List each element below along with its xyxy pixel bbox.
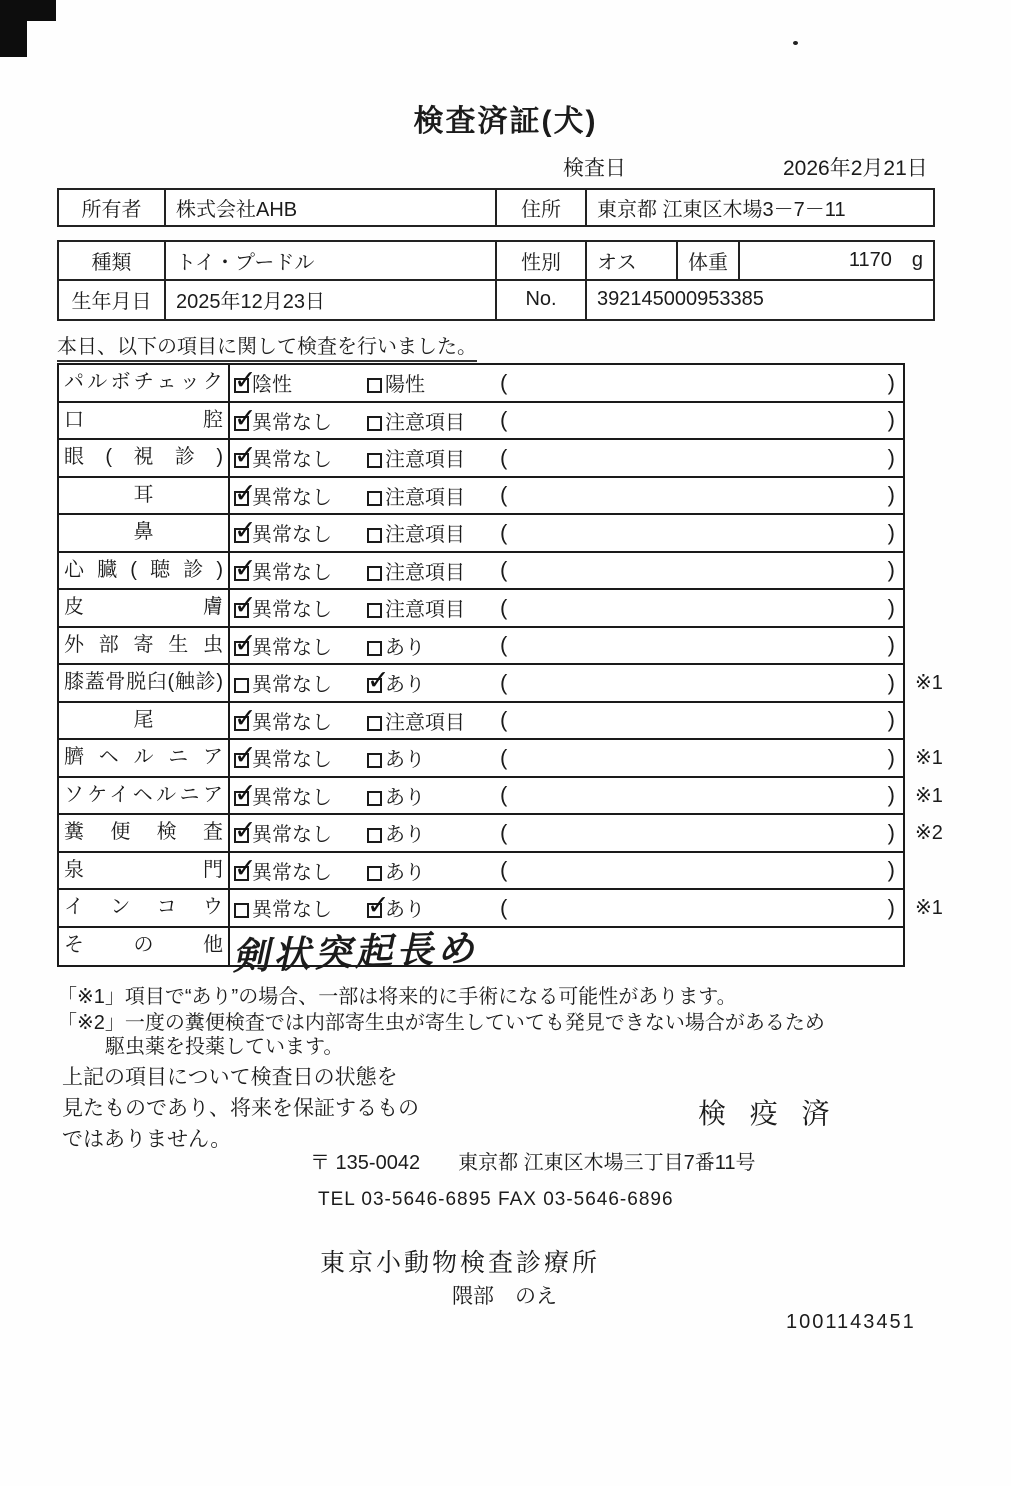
open-paren-glyph: ( [500,444,508,470]
clinic-address-line [310,1146,756,1175]
veterinarian-name: 隈部 のえ [452,1285,557,1308]
checkbox-icon [234,603,249,618]
row-body [230,628,903,664]
option-2 [367,368,500,397]
checkbox-icon [234,753,249,768]
inspection-date-value: 2026年2月21日 [783,157,928,180]
weight-unit: g [911,248,923,271]
open-paren-glyph: ( [500,857,508,883]
close-paren-glyph: ) [887,594,895,620]
row-body [230,815,903,851]
table-row [59,628,903,666]
close-paren-glyph: ) [887,519,895,545]
option-2-label: 注意項目 [385,486,465,509]
row-options [230,553,903,589]
option-2 [367,631,500,660]
row-options [230,778,903,814]
option-1-label: 異常なし [252,599,332,622]
table-row [59,815,943,853]
row-body [230,927,903,977]
checkbox-icon [234,866,249,881]
sex-label: 性別 [497,242,587,279]
option-1 [234,893,367,922]
checkbox-icon [367,828,382,843]
open-paren-glyph: ( [500,782,508,808]
clinic-tel-fax: TEL 03-5646-6895 FAX 03-5646-6896 [318,1189,674,1210]
option-2 [367,668,500,697]
table-row [59,927,903,977]
row-body [230,778,903,814]
option-1-label: 異常なし [252,524,332,547]
table-row [59,478,903,516]
option-2-label: あり [385,786,425,809]
row-body [230,853,903,889]
open-paren-glyph: ( [500,819,508,845]
checkbox-icon [234,491,249,506]
row-options [230,665,903,701]
row-options [230,628,903,664]
inspection-table-body [59,365,943,977]
open-paren-glyph: ( [500,482,508,508]
open-paren-glyph: ( [500,407,508,433]
open-paren-glyph: ( [500,669,508,695]
option-2 [367,556,500,585]
no-value: 392145000953385 [597,288,764,311]
result-parens [500,482,903,508]
checkbox-icon [367,753,382,768]
checkbox-icon [367,716,382,731]
disclaimer-line-1: 上記の項目について検査日の状態を [62,1066,398,1089]
row-note: ※1 [915,784,943,807]
checkbox-icon [367,491,382,506]
option-2-label: あり [385,674,425,697]
option-1 [234,481,367,510]
checkbox-icon [234,828,249,843]
result-parens [500,632,903,658]
option-1 [234,556,367,585]
table-row [59,553,903,591]
checkbox-icon [234,641,249,656]
item-label: 耳 [59,478,230,514]
option-1-label: 異常なし [252,861,332,884]
option-2-label: 注意項目 [385,449,465,472]
row-options [230,365,903,401]
checkbox-icon [367,641,382,656]
disclaimer-line-3: ではありません。 [62,1128,232,1151]
table-row [59,515,903,553]
checkbox-icon [234,566,249,581]
option-2 [367,706,500,735]
item-label: パルボチェック [59,365,230,401]
row-body [230,703,903,739]
result-parens [500,857,903,883]
clinic-address: 東京都 江東区木場三丁目7番11号 [458,1152,756,1174]
option-1 [234,668,367,697]
checkbox-icon [234,453,249,468]
checkbox-icon [234,791,249,806]
scan-corner-artifact [0,0,27,57]
option-2-label: あり [385,899,425,922]
checkbox-icon [367,866,382,881]
result-parens [500,407,903,433]
breed-label: 種類 [59,242,166,279]
open-paren-glyph: ( [500,744,508,770]
row-body [230,590,903,626]
option-2-label: あり [385,861,425,884]
row-body [230,515,903,551]
option-2-label: 注意項目 [385,561,465,584]
close-paren-glyph: ) [887,444,895,470]
option-2 [367,406,500,435]
result-parens [500,820,903,846]
open-paren-glyph: ( [500,632,508,658]
item-label: 口腔 [59,403,230,439]
option-1 [234,593,367,622]
row-body [230,553,903,589]
close-paren-glyph: ) [887,894,895,920]
option-2 [367,593,500,622]
open-paren-glyph: ( [500,369,508,395]
weight-value: 1170 [848,248,892,271]
row-options [230,478,903,514]
option-1 [234,706,367,735]
item-label: その他 [59,928,230,966]
option-2 [367,893,500,922]
table-row [59,365,903,403]
option-2-label: あり [385,749,425,772]
result-parens [500,707,903,733]
checkbox-icon [234,903,249,918]
checkbox-icon [367,528,382,543]
option-1 [234,856,367,885]
option-1-label: 異常なし [252,899,332,922]
checkbox-icon [234,416,249,431]
option-2-label: 注意項目 [385,599,465,622]
address-label: 住所 [497,190,587,225]
option-1 [234,518,367,547]
table-row [59,890,943,928]
option-1 [234,743,367,772]
option-2 [367,781,500,810]
pet-table [57,240,935,321]
sex-value: オス [587,242,678,279]
option-1 [234,368,367,397]
option-2 [367,743,500,772]
clinic-postal-code: 〒 135-0042 [310,1152,421,1174]
item-label: 外部寄生虫 [59,628,230,664]
checkbox-icon [234,678,249,693]
row-options [230,403,903,439]
option-2 [367,481,500,510]
disclaimer [62,1062,419,1155]
option-2-label: 陽性 [385,374,425,397]
item-label: 膝蓋骨脱臼(触診) [59,665,230,701]
option-1 [234,631,367,660]
option-2-label: 注意項目 [385,411,465,434]
row-options [230,815,903,851]
item-label: インコウ [59,890,230,926]
row-body [230,440,903,476]
checkbox-icon [367,903,382,918]
row-note: ※2 [915,822,943,844]
row-options [230,515,903,551]
scan-dot-artifact [793,41,798,45]
result-parens [500,370,903,396]
row-note: ※1 [915,747,943,769]
row-options [230,853,903,889]
checkbox-icon [367,566,382,581]
disclaimer-line-2: 見たものであり、将来を保証するもの [62,1097,419,1120]
serial-number: 1001143451 [786,1311,916,1333]
weight-value-cell [740,242,933,279]
option-1-label: 異常なし [252,674,332,697]
option-1 [234,443,367,472]
table-row [59,740,943,778]
option-1-label: 異常なし [252,449,332,472]
item-label: 糞便検査 [59,815,230,851]
checkbox-icon [367,453,382,468]
owner-value: 株式会社AHB [166,190,497,225]
checkbox-icon [367,416,382,431]
option-2-label: 注意項目 [385,524,465,547]
row-body [230,403,903,439]
quarantine-stamp: 検 疫 済 [698,1098,838,1129]
checkbox-icon [367,603,382,618]
row-body [230,665,903,701]
table-row [59,778,943,816]
option-2 [367,443,500,472]
open-paren-glyph: ( [500,894,508,920]
row-options [230,440,903,476]
item-label: 眼(視診) [59,440,230,476]
owner-label: 所有者 [59,190,166,225]
close-paren-glyph: ) [887,632,895,658]
footnote-1: 「※1」項目で“あり”の場合、一部は将来的に手術になる可能性があります。 [57,986,737,1008]
checkbox-icon [234,528,249,543]
table-row [59,665,943,703]
inspection-table [57,363,943,977]
footnote-2: 「※2」一度の糞便検査では内部寄生虫が寄生していても発見できない場合があるため [57,1012,825,1034]
close-paren-glyph: ) [887,707,895,733]
result-parens [500,745,903,771]
option-2-label: あり [385,824,425,847]
open-paren-glyph: ( [500,707,508,733]
item-label: 鼻 [59,515,230,551]
close-paren-glyph: ) [887,782,895,808]
option-1-label: 異常なし [252,749,332,772]
open-paren-glyph: ( [500,594,508,620]
option-2 [367,518,500,547]
option-1-label: 異常なし [252,824,332,847]
handwritten-note: 剣状突起長め [231,927,479,977]
item-label: 心臓(聴診) [59,553,230,589]
result-parens [500,557,903,583]
page-title: 検査済証(犬) [413,105,598,138]
close-paren-glyph: ) [887,369,895,395]
item-label: 泉門 [59,853,230,889]
checkbox-icon [367,791,382,806]
row-body [230,740,903,776]
option-1-label: 異常なし [252,411,332,434]
option-1-label: 異常なし [252,486,332,509]
footnote-3: 駆虫薬を投薬しています。 [105,1036,344,1058]
option-1-label: 異常なし [252,636,332,659]
result-parens [500,782,903,808]
row-body [230,890,903,926]
birth-label: 生年月日 [59,281,166,320]
birth-value: 2025年12月23日 [166,281,497,320]
close-paren-glyph: ) [887,744,895,770]
no-label: No. [497,281,587,320]
row-body [230,365,903,401]
table-row [59,590,903,628]
close-paren-glyph: ) [887,669,895,695]
option-1 [234,781,367,810]
clinic-name: 東京小動物検査診療所 [320,1249,601,1277]
result-parens [500,595,903,621]
row-options [230,890,903,926]
row-note: ※1 [915,897,943,919]
item-label: 尾 [59,703,230,739]
option-1 [234,818,367,847]
option-1-label: 異常なし [252,786,332,809]
row-note: ※1 [915,672,943,694]
close-paren-glyph: ) [887,482,895,508]
address-value: 東京都 江東区木場3－7－11 [597,199,846,221]
close-paren-glyph: ) [887,819,895,845]
open-paren-glyph: ( [500,557,508,583]
checkbox-icon [367,678,382,693]
pet-table-row-2 [59,281,933,320]
checkbox-icon [367,378,382,393]
option-2-label: あり [385,636,425,659]
pet-table-row-1 [59,242,933,281]
row-options [230,740,903,776]
row-options [230,703,903,739]
item-label: ソケイヘルニア [59,778,230,814]
breed-value: トイ・プードル [166,242,497,279]
close-paren-glyph: ) [887,857,895,883]
checkbox-icon [234,716,249,731]
weight-label: 体重 [678,242,740,279]
checkbox-icon [234,378,249,393]
row-body [230,478,903,514]
table-row [59,853,903,891]
item-label: 皮膚 [59,590,230,626]
option-1-label: 異常なし [252,711,332,734]
option-2 [367,818,500,847]
table-row [59,703,903,741]
table-row [59,440,903,478]
result-parens [500,670,903,696]
option-2-label: 注意項目 [385,711,465,734]
owner-table [57,188,935,227]
result-parens [500,895,903,921]
option-2 [367,856,500,885]
intro-sentence: 本日、以下の項目に関して検査を行いました。 [57,330,477,359]
open-paren-glyph: ( [500,519,508,545]
inspection-date-label: 検査日 [563,157,626,180]
item-label: 臍ヘルニア [59,740,230,776]
result-parens [500,520,903,546]
result-parens [500,445,903,471]
option-1-label: 陰性 [252,374,292,397]
close-paren-glyph: ) [887,557,895,583]
option-1-label: 異常なし [252,561,332,584]
table-row [59,403,903,441]
close-paren-glyph: ) [887,407,895,433]
row-options [230,590,903,626]
option-1 [234,406,367,435]
